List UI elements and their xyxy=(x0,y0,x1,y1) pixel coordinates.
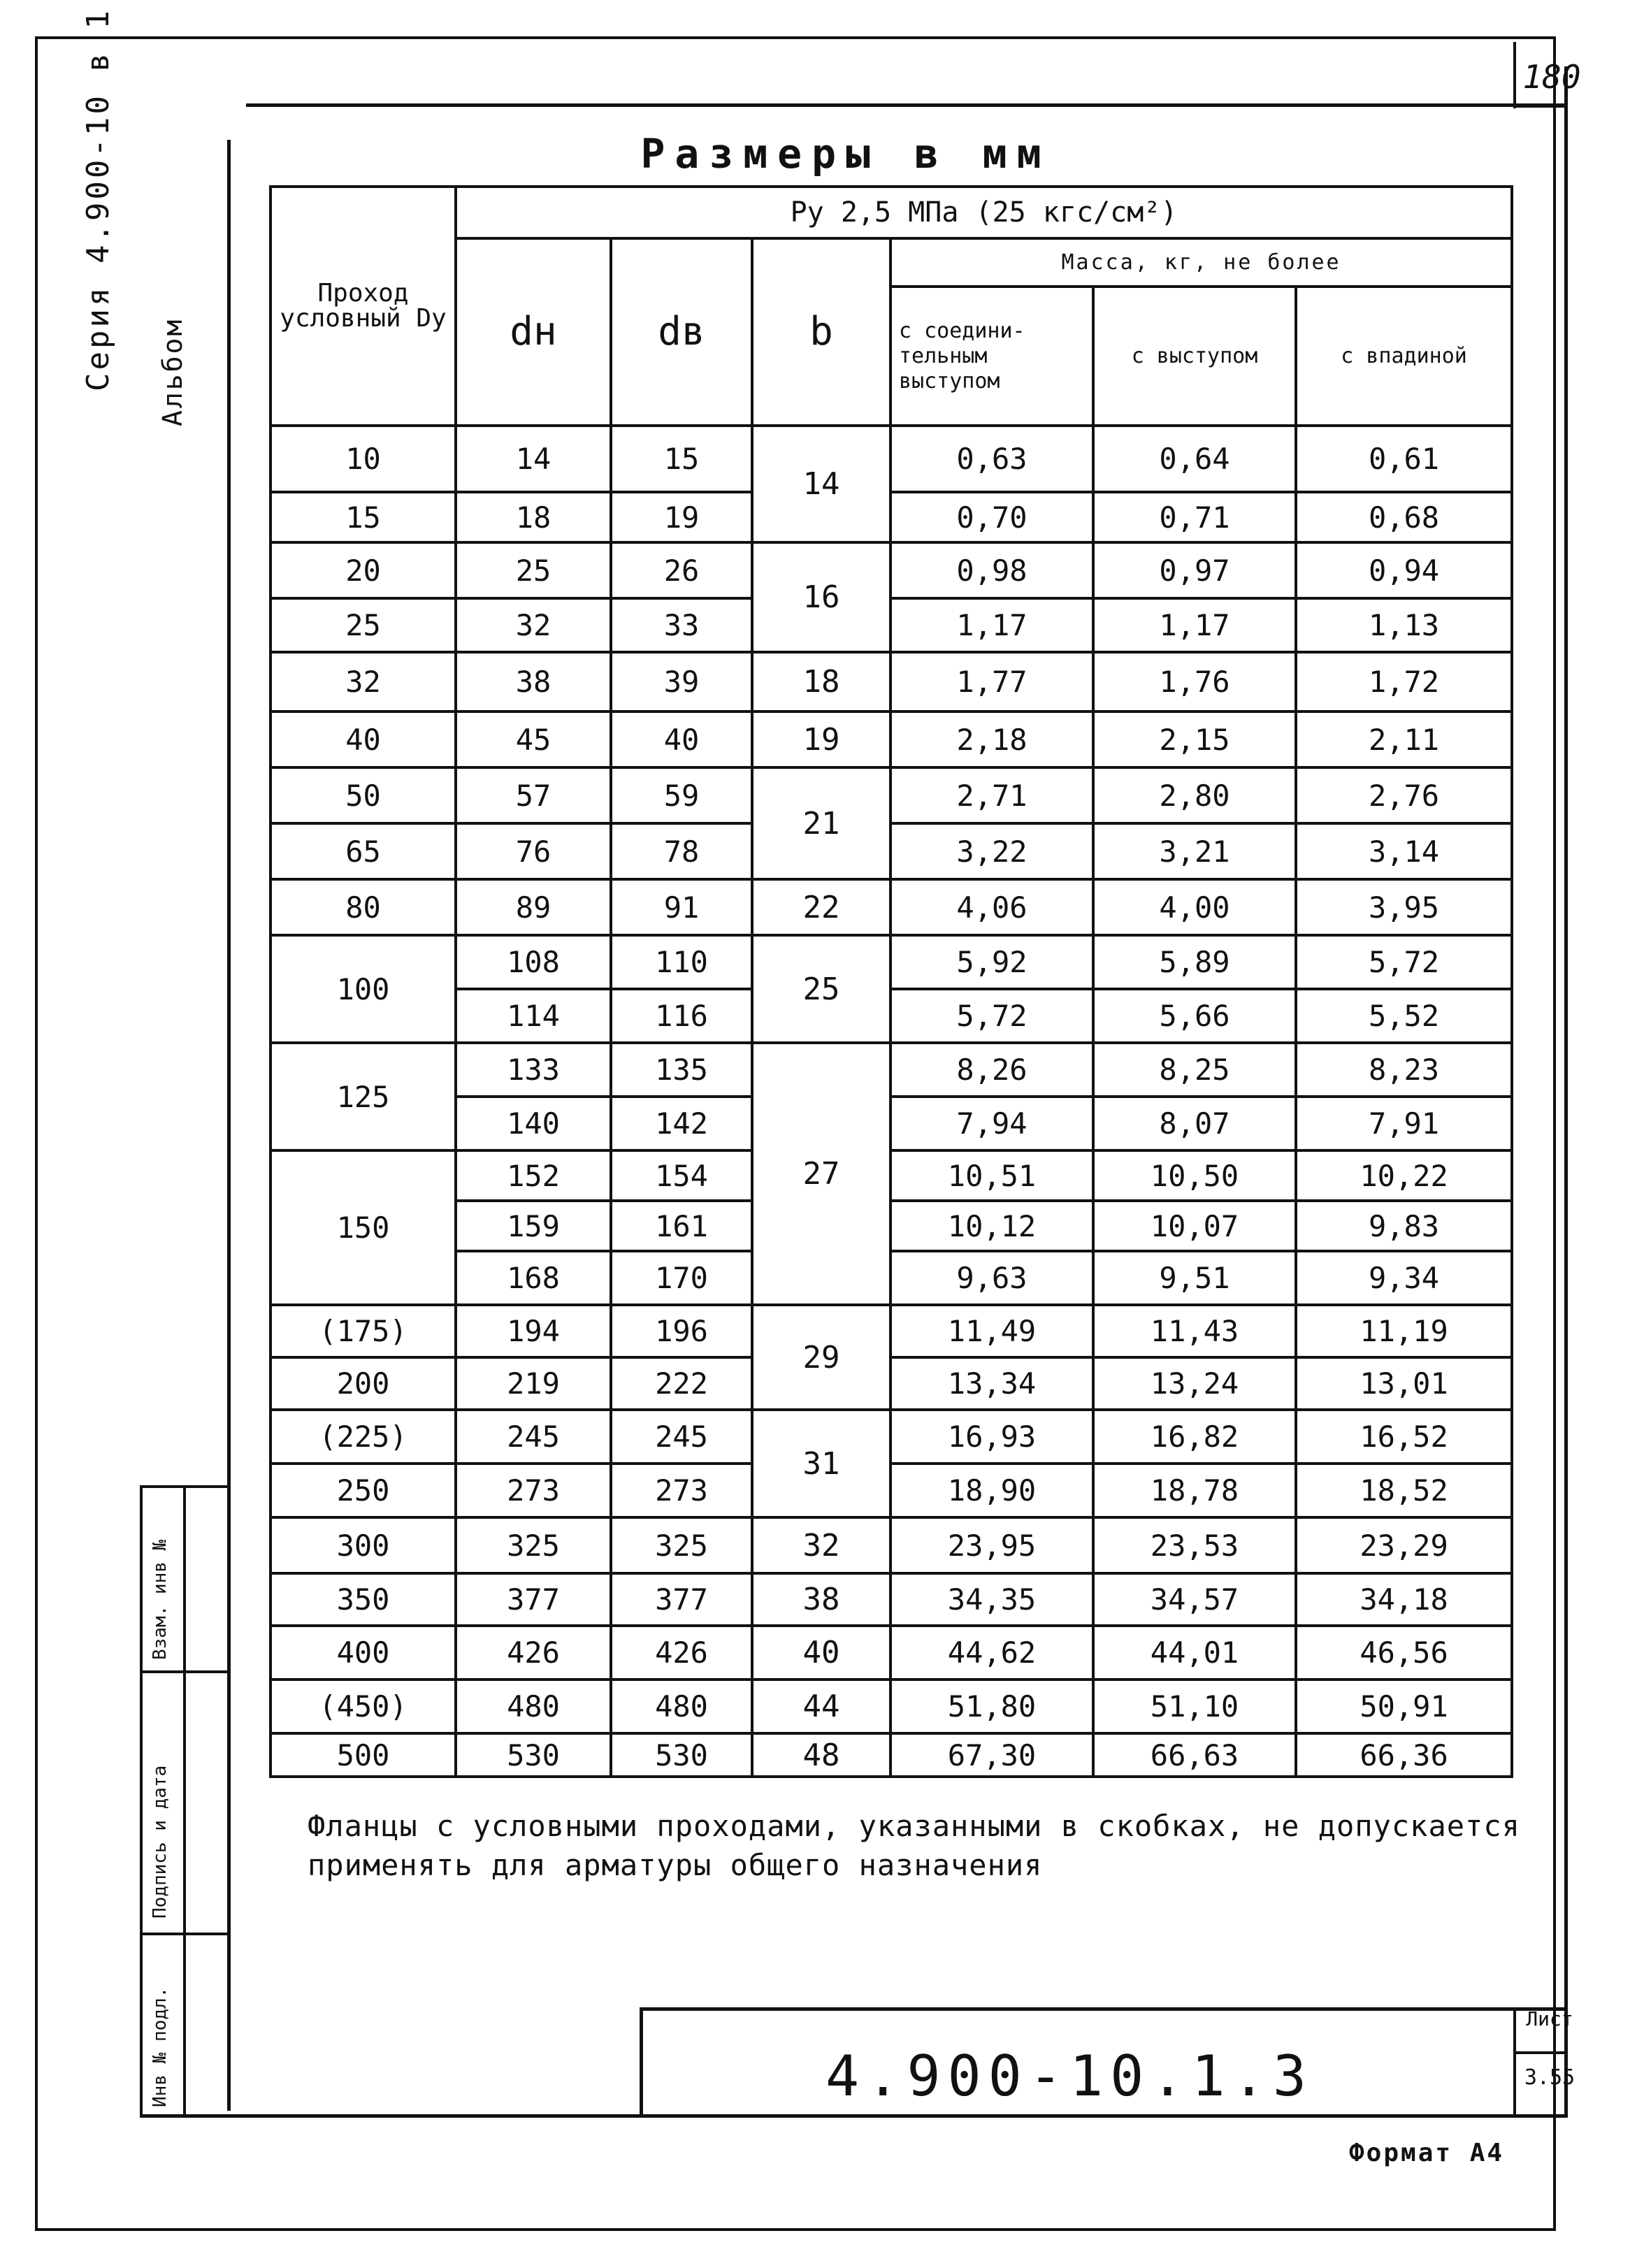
cell-mass-recess: 3,14 xyxy=(1296,823,1512,879)
cell-mass-protrusion: 51,10 xyxy=(1093,1680,1296,1733)
series-label: Серия 4.900-10 в 1 xyxy=(80,8,116,391)
cell-dn: 377 xyxy=(456,1573,611,1626)
cell-dy: 300 xyxy=(271,1517,456,1573)
cell-mass-joint: 8,26 xyxy=(891,1043,1093,1097)
cell-dv: 480 xyxy=(611,1680,752,1733)
cell-dv: 222 xyxy=(611,1357,752,1410)
cell-mass-recess: 0,94 xyxy=(1296,542,1512,598)
cell-mass-protrusion: 5,66 xyxy=(1093,989,1296,1043)
stamp-row-line-2 xyxy=(140,1670,229,1673)
cell-mass-joint: 9,63 xyxy=(891,1251,1093,1305)
stamp-row-line-3 xyxy=(140,1933,229,1935)
stamp-col-line-1 xyxy=(140,1485,143,2114)
cell-mass-protrusion: 16,82 xyxy=(1093,1410,1296,1464)
cell-dn: 152 xyxy=(456,1150,611,1201)
cell-dn: 57 xyxy=(456,767,611,823)
cell-dv: 15 xyxy=(611,426,752,492)
format-label: Формат А4 xyxy=(1349,2139,1505,2167)
title-block-top xyxy=(640,2007,1566,2011)
table-footnote: Фланцы с условными проходами, указанными в скобках, не допускается применять для арматуры общего назначения xyxy=(308,1809,1520,1882)
cell-mass-protrusion: 8,07 xyxy=(1093,1097,1296,1150)
cell-dn: 25 xyxy=(456,542,611,598)
cell-mass-protrusion: 23,53 xyxy=(1093,1517,1296,1573)
cell-b: 40 xyxy=(752,1626,891,1680)
cell-b: 32 xyxy=(752,1517,891,1573)
cell-mass-recess: 50,91 xyxy=(1296,1680,1512,1733)
cell-mass-recess: 3,95 xyxy=(1296,879,1512,935)
cell-dy: 40 xyxy=(271,712,456,767)
cell-b: 25 xyxy=(752,935,891,1043)
cell-mass-protrusion: 5,89 xyxy=(1093,935,1296,989)
cell-mass-joint: 10,51 xyxy=(891,1150,1093,1201)
sheet-box-left xyxy=(1513,2007,1516,2116)
cell-mass-joint: 10,12 xyxy=(891,1201,1093,1251)
cell-b: 22 xyxy=(752,879,891,935)
cell-mass-recess: 34,18 xyxy=(1296,1573,1512,1626)
cell-mass-joint: 13,34 xyxy=(891,1357,1093,1410)
cell-mass-recess: 0,61 xyxy=(1296,426,1512,492)
sheet-label: Лист xyxy=(1526,2007,1573,2030)
cell-dn: 530 xyxy=(456,1733,611,1777)
page-title: Размеры в мм xyxy=(640,130,1051,178)
cell-dv: 530 xyxy=(611,1733,752,1777)
cell-mass-joint: 0,63 xyxy=(891,426,1093,492)
cell-dy: (450) xyxy=(271,1680,456,1733)
cell-mass-protrusion: 11,43 xyxy=(1093,1305,1296,1357)
cell-mass-protrusion: 10,50 xyxy=(1093,1150,1296,1201)
cell-dn: 32 xyxy=(456,598,611,652)
page-number-box-left xyxy=(1513,42,1516,108)
header-mass: Масса, кг, не более xyxy=(891,238,1512,287)
cell-b: 19 xyxy=(752,712,891,767)
cell-mass-recess: 7,91 xyxy=(1296,1097,1512,1150)
cell-mass-protrusion: 3,21 xyxy=(1093,823,1296,879)
stamp-sign-date: Подпись и дата xyxy=(150,1765,171,1919)
stamp-inv-replace: Взам. инв № xyxy=(150,1539,171,1660)
page-number: 180 xyxy=(1522,58,1581,96)
cell-dv: 196 xyxy=(611,1305,752,1357)
header-mass-recess: с впадиной xyxy=(1296,287,1512,426)
cell-dn: 140 xyxy=(456,1097,611,1150)
cell-dv: 170 xyxy=(611,1251,752,1305)
cell-mass-recess: 13,01 xyxy=(1296,1357,1512,1410)
cell-dv: 110 xyxy=(611,935,752,989)
cell-mass-joint: 3,22 xyxy=(891,823,1093,879)
cell-dv: 142 xyxy=(611,1097,752,1150)
cell-dv: 19 xyxy=(611,492,752,542)
cell-dy: 100 xyxy=(271,935,456,1043)
cell-mass-recess: 2,11 xyxy=(1296,712,1512,767)
cell-dv: 59 xyxy=(611,767,752,823)
cell-dn: 114 xyxy=(456,989,611,1043)
cell-dv: 78 xyxy=(611,823,752,879)
cell-dy: 200 xyxy=(271,1357,456,1410)
stamp-col-line-2 xyxy=(183,1485,186,2114)
cell-dv: 377 xyxy=(611,1573,752,1626)
cell-dv: 40 xyxy=(611,712,752,767)
cell-mass-recess: 18,52 xyxy=(1296,1464,1512,1517)
cell-dv: 161 xyxy=(611,1201,752,1251)
cell-mass-joint: 0,98 xyxy=(891,542,1093,598)
cell-dn: 426 xyxy=(456,1626,611,1680)
sheet-box-divider xyxy=(1513,2051,1566,2054)
cell-dn: 14 xyxy=(456,426,611,492)
cell-mass-recess: 23,29 xyxy=(1296,1517,1512,1573)
outer-frame-top xyxy=(35,36,1555,39)
cell-dn: 89 xyxy=(456,879,611,935)
cell-dn: 325 xyxy=(456,1517,611,1573)
cell-mass-protrusion: 18,78 xyxy=(1093,1464,1296,1517)
cell-mass-protrusion: 0,64 xyxy=(1093,426,1296,492)
cell-dy: 20 xyxy=(271,542,456,598)
cell-dn: 38 xyxy=(456,652,611,712)
cell-mass-joint: 18,90 xyxy=(891,1464,1093,1517)
cell-mass-joint: 34,35 xyxy=(891,1573,1093,1626)
cell-mass-protrusion: 4,00 xyxy=(1093,879,1296,935)
inner-frame-left xyxy=(227,140,231,2111)
cell-dn: 480 xyxy=(456,1680,611,1733)
cell-mass-joint: 1,17 xyxy=(891,598,1093,652)
outer-frame-right xyxy=(1553,36,1556,2231)
cell-mass-recess: 46,56 xyxy=(1296,1626,1512,1680)
header-dy: Проход условный Dу xyxy=(271,187,456,426)
cell-dv: 91 xyxy=(611,879,752,935)
cell-dy: 150 xyxy=(271,1150,456,1305)
cell-dn: 194 xyxy=(456,1305,611,1357)
cell-dy: 80 xyxy=(271,879,456,935)
header-b: b xyxy=(752,238,891,426)
cell-mass-joint: 2,18 xyxy=(891,712,1093,767)
cell-mass-recess: 8,23 xyxy=(1296,1043,1512,1097)
cell-dn: 245 xyxy=(456,1410,611,1464)
cell-mass-protrusion: 66,63 xyxy=(1093,1733,1296,1777)
cell-dy: 125 xyxy=(271,1043,456,1150)
cell-mass-joint: 23,95 xyxy=(891,1517,1093,1573)
cell-mass-protrusion: 0,71 xyxy=(1093,492,1296,542)
cell-dn: 133 xyxy=(456,1043,611,1097)
cell-b: 16 xyxy=(752,542,891,652)
cell-dn: 45 xyxy=(456,712,611,767)
cell-mass-recess: 9,34 xyxy=(1296,1251,1512,1305)
header-mass-protrusion: с выступом xyxy=(1093,287,1296,426)
cell-dy: (175) xyxy=(271,1305,456,1357)
cell-dy: 400 xyxy=(271,1626,456,1680)
stamp-row-line-1 xyxy=(140,1485,229,1488)
cell-mass-joint: 5,92 xyxy=(891,935,1093,989)
cell-dy: 15 xyxy=(271,492,456,542)
cell-mass-joint: 4,06 xyxy=(891,879,1093,935)
cell-mass-protrusion: 9,51 xyxy=(1093,1251,1296,1305)
cell-dy: (225) xyxy=(271,1410,456,1464)
cell-mass-recess: 2,76 xyxy=(1296,767,1512,823)
cell-mass-protrusion: 1,17 xyxy=(1093,598,1296,652)
cell-mass-joint: 11,49 xyxy=(891,1305,1093,1357)
cell-dv: 426 xyxy=(611,1626,752,1680)
header-mass-joint: с соедини-тельным выступом xyxy=(891,287,1093,426)
cell-dn: 108 xyxy=(456,935,611,989)
cell-dv: 39 xyxy=(611,652,752,712)
cell-mass-joint: 7,94 xyxy=(891,1097,1093,1150)
cell-dy: 350 xyxy=(271,1573,456,1626)
cell-mass-protrusion: 34,57 xyxy=(1093,1573,1296,1626)
cell-mass-joint: 1,77 xyxy=(891,652,1093,712)
cell-mass-recess: 11,19 xyxy=(1296,1305,1512,1357)
cell-dn: 273 xyxy=(456,1464,611,1517)
cell-mass-recess: 10,22 xyxy=(1296,1150,1512,1201)
inner-frame-top xyxy=(246,103,1567,107)
cell-mass-recess: 16,52 xyxy=(1296,1410,1512,1464)
cell-dv: 26 xyxy=(611,542,752,598)
header-dv: dв xyxy=(611,238,752,426)
outer-frame-bottom xyxy=(35,2228,1556,2231)
cell-mass-joint: 2,71 xyxy=(891,767,1093,823)
stamp-inv-orig: Инв № подл. xyxy=(150,1986,171,2107)
cell-b: 48 xyxy=(752,1733,891,1777)
cell-dy: 500 xyxy=(271,1733,456,1777)
cell-mass-joint: 51,80 xyxy=(891,1680,1093,1733)
cell-mass-joint: 0,70 xyxy=(891,492,1093,542)
cell-dn: 159 xyxy=(456,1201,611,1251)
cell-b: 27 xyxy=(752,1043,891,1305)
header-dn: dн xyxy=(456,238,611,426)
cell-mass-joint: 44,62 xyxy=(891,1626,1093,1680)
cell-mass-protrusion: 44,01 xyxy=(1093,1626,1296,1680)
cell-dy: 65 xyxy=(271,823,456,879)
page-number-box-bottom xyxy=(1513,105,1566,108)
cell-dv: 33 xyxy=(611,598,752,652)
cell-dy: 32 xyxy=(271,652,456,712)
cell-b: 38 xyxy=(752,1573,891,1626)
cell-dn: 219 xyxy=(456,1357,611,1410)
cell-dn: 168 xyxy=(456,1251,611,1305)
cell-mass-recess: 1,72 xyxy=(1296,652,1512,712)
cell-mass-protrusion: 8,25 xyxy=(1093,1043,1296,1097)
cell-b: 14 xyxy=(752,426,891,542)
cell-mass-protrusion: 0,97 xyxy=(1093,542,1296,598)
cell-mass-protrusion: 13,24 xyxy=(1093,1357,1296,1410)
cell-mass-protrusion: 10,07 xyxy=(1093,1201,1296,1251)
album-label: Альбом xyxy=(157,317,188,426)
cell-mass-protrusion: 1,76 xyxy=(1093,652,1296,712)
cell-mass-recess: 0,68 xyxy=(1296,492,1512,542)
cell-dy: 25 xyxy=(271,598,456,652)
cell-dy: 250 xyxy=(271,1464,456,1517)
cell-b: 29 xyxy=(752,1305,891,1410)
cell-mass-protrusion: 2,15 xyxy=(1093,712,1296,767)
cell-dv: 245 xyxy=(611,1410,752,1464)
cell-mass-joint: 16,93 xyxy=(891,1410,1093,1464)
document-code: 4.900-10.1.3 xyxy=(825,2043,1313,2109)
outer-frame-left xyxy=(35,36,38,2231)
cell-dv: 135 xyxy=(611,1043,752,1097)
sheet-number: 3.55 xyxy=(1524,2065,1576,2090)
cell-b: 44 xyxy=(752,1680,891,1733)
cell-dv: 116 xyxy=(611,989,752,1043)
cell-dv: 325 xyxy=(611,1517,752,1573)
cell-mass-joint: 5,72 xyxy=(891,989,1093,1043)
cell-dy: 50 xyxy=(271,767,456,823)
header-pressure: Ру 2,5 МПа (25 кгс/см²) xyxy=(456,187,1512,238)
cell-dv: 273 xyxy=(611,1464,752,1517)
cell-mass-recess: 9,83 xyxy=(1296,1201,1512,1251)
cell-mass-recess: 5,52 xyxy=(1296,989,1512,1043)
cell-mass-recess: 5,72 xyxy=(1296,935,1512,989)
cell-mass-recess: 1,13 xyxy=(1296,598,1512,652)
cell-mass-protrusion: 2,80 xyxy=(1093,767,1296,823)
cell-dv: 154 xyxy=(611,1150,752,1201)
cell-b: 21 xyxy=(752,767,891,879)
cell-b: 18 xyxy=(752,652,891,712)
cell-dn: 76 xyxy=(456,823,611,879)
cell-b: 31 xyxy=(752,1410,891,1517)
cell-dy: 10 xyxy=(271,426,456,492)
cell-mass-recess: 66,36 xyxy=(1296,1733,1512,1777)
flange-dimensions-table xyxy=(269,185,1513,1778)
cell-dn: 18 xyxy=(456,492,611,542)
cell-mass-joint: 67,30 xyxy=(891,1733,1093,1777)
